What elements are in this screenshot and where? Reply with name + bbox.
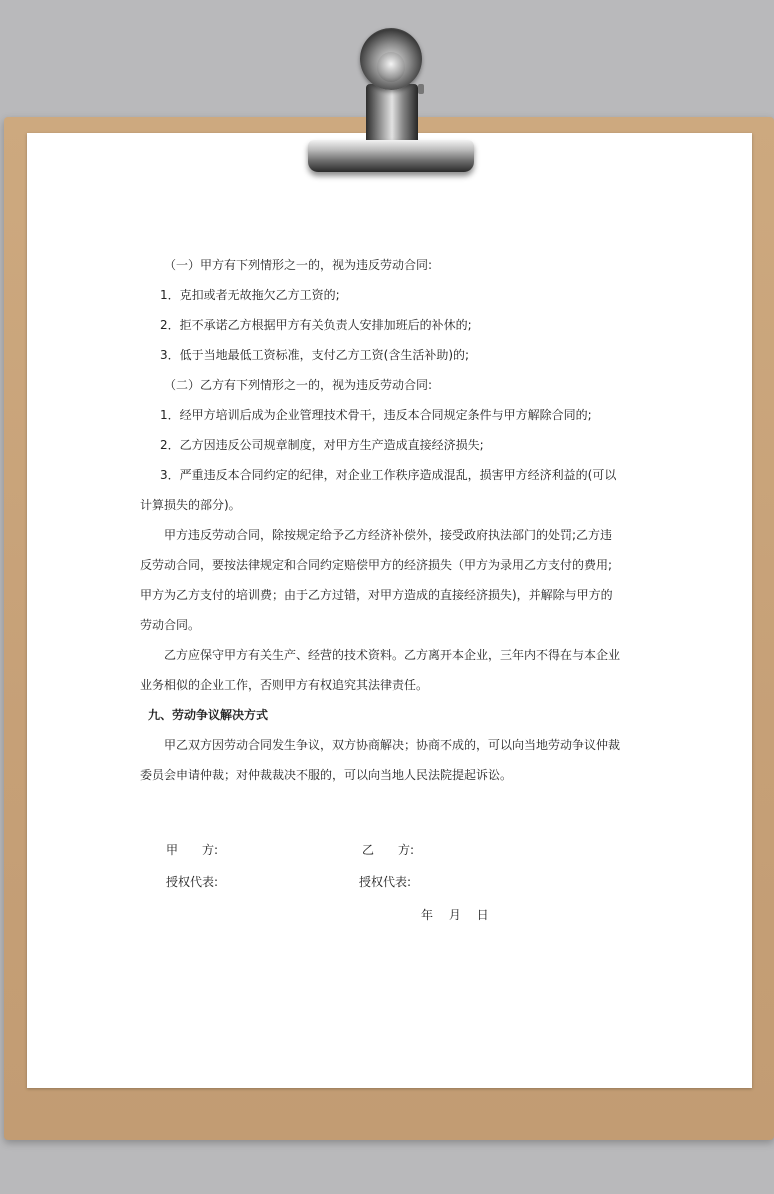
party-b-label: 乙 方:	[362, 843, 415, 857]
contract-text	[140, 250, 640, 790]
secret-line-1: 乙方应保守甲方有关生产、经营的技术资料。乙方离开本企业，三年内不得在与本企业	[164, 648, 621, 662]
clause-b-item-2: 2．乙方因违反公司规章制度，对甲方生产造成直接经济损失;	[160, 438, 484, 452]
dispute-line-2: 委员会申请仲裁；对仲裁裁决不服的，可以向当地人民法院提起诉讼。	[140, 768, 513, 782]
breach-line-1: 甲方违反劳动合同，除按规定给予乙方经济补偿外，接受政府执法部门的处罚;乙方违	[164, 528, 613, 542]
clause-a-item-3: 3．低于当地最低工资标准，支付乙方工资(含生活补助)的;	[160, 348, 470, 362]
clause-b-item-1: 1．经甲方培训后成为企业管理技术骨干，违反本合同规定条件与甲方解除合同的;	[160, 408, 592, 422]
breach-line-3: 甲方为乙方支付的培训费；由于乙方过错，对甲方造成的直接经济损失)，并解除与甲方的	[140, 588, 613, 602]
rep-a-label: 授权代表:	[166, 875, 219, 889]
dispute-line-1: 甲乙双方因劳动合同发生争议，双方协商解决；协商不成的，可以向当地劳动争议仲裁	[164, 738, 621, 752]
clip-plate	[308, 140, 474, 172]
clip-hole	[377, 52, 405, 82]
clause-b-heading: （二）乙方有下列情形之一的，视为违反劳动合同:	[164, 378, 433, 392]
breach-line-4: 劳动合同。	[140, 618, 201, 632]
clause-b-item-3-line1: 3．严重违反本合同约定的纪律，对企业工作秩序造成混乱，损害甲方经济利益的(可以	[160, 468, 617, 482]
clause-a-heading: （一）甲方有下列情形之一的，视为违反劳动合同:	[164, 258, 433, 272]
clause-a-item-2: 2．拒不承诺乙方根据甲方有关负责人安排加班后的补休的;	[160, 318, 472, 332]
breach-line-2: 反劳动合同，要按法律规定和合同约定赔偿甲方的经济损失（甲方为录用乙方支付的费用;	[140, 558, 613, 572]
date-label: 年 月 日	[421, 908, 489, 922]
party-a-label: 甲 方:	[166, 843, 219, 857]
clause-b-item-3-line2: 计算损失的部分)。	[140, 498, 241, 512]
secret-line-2: 业务相似的企业工作，否则甲方有权追究其法律责任。	[140, 678, 429, 692]
clip-neck	[366, 84, 418, 144]
section-9-heading: 九、劳动争议解决方式	[148, 708, 269, 722]
clause-a-item-1: 1．克扣或者无故拖欠乙方工资的;	[160, 288, 340, 302]
clip-pin	[418, 84, 424, 94]
rep-b-label: 授权代表:	[359, 875, 412, 889]
